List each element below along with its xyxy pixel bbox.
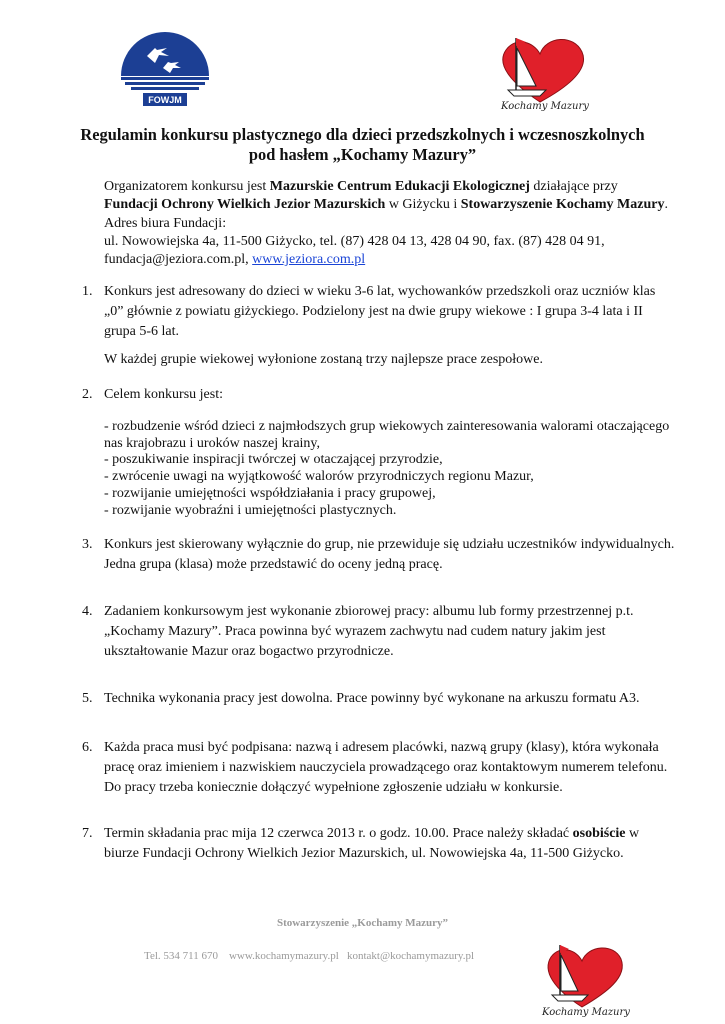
list-item: - rozbudzenie wśród dzieci z najmłodszych grup wiekowych zainteresowania walorami otaczającego [104,419,670,434]
foundation-website-link[interactable]: www.jeziora.com.pl [252,252,366,268]
footer-logo-text: Kochamy Mazury [542,1007,630,1018]
fowjm-logo [117,26,213,108]
intro-address: ul. Nowowiejska 4a, 11-500 Giżycko, tel. (87) 428 04 13, 428 04 90, fax. (87) 428 04 91, [104,233,605,249]
item-line: Każda praca musi być podpisana: nazwą i adresem placówki, nazwą grupy (klasy), która wykonała [104,740,659,755]
list-item: - rozwijanie umiejętności współdziałania i pracy grupowej, [104,485,436,501]
item-line: „0” głównie z powiatu giżyckiego. Podzielony jest na dwie grupy wiekowe : I grupa 3-4 lata i II [104,304,643,319]
item-4-text [104,602,704,662]
item-line: ukształtowanie Mazur oraz bogactwo przyrodnicze. [104,644,394,659]
footer-contact: Tel. 534 711 670 www.kochamymazury.pl kontakt@kochamymazury.pl [144,950,475,962]
list-item: - poszukiwanie inspiracji twórczej w otaczającej przyrodzie, [104,452,443,468]
item-line [104,824,704,844]
intro-address-label: Adres biura Fundacji: [104,215,227,231]
list-item: - zwrócenie uwagi na wyjątkowość walorów przyrodniczych regionu Mazur, [104,469,534,485]
document-title [40,125,685,165]
item-number: 6. [82,740,93,755]
title-line-2: pod hasłem „Kochamy Mazury” [248,145,477,164]
list-item: nas krajobrazu i uroków naszej krainy, [104,435,321,451]
item-1-extra: W każdej grupie wiekowej wyłonione zostaną trzy najlepsze prace zespołowe. [104,352,544,367]
item-line: Konkurs jest adresowany do dzieci w wieku 3-6 lat, wychowanków przedszkoli oraz uczniów klas [104,284,656,299]
item-number: 1. [82,284,93,299]
intro-text: Organizatorem konkursu jest [104,179,270,194]
title-line-1: Regulamin konkursu plastycznego dla dzieci przedszkolnych i wczesnoszkolnych [80,125,645,144]
item-line: pracę oraz imieniem i nazwiskiem nauczyciela prowadzącego oraz kontaktowym numerem telefonu. [104,760,668,775]
organizer-name: Mazurskie Centrum Edukacji Ekologicznej [269,179,530,194]
item-line: Zadaniem konkursowym jest wykonanie zbiorowej pracy: albumu lub formy przestrzennej p.t. [104,604,634,619]
kochamy-mazury-logo-text: Kochamy Mazury [501,101,589,112]
footer-organization: Stowarzyszenie „Kochamy Mazury” [276,917,449,929]
item-line: Do pracy trzeba koniecznie dołączyć wypełnione zgłoszenie udziału w konkursie. [104,780,563,795]
intro-text: działające przy [529,179,618,194]
item-number: 2. [82,387,93,402]
item-2-heading: Celem konkursu jest: [104,387,223,402]
item-1-text [104,282,704,342]
item-line: Jedna grupa (klasa) może przedstawić do oceny jedną pracę. [104,557,443,572]
item-line: „Kochamy Mazury”. Praca powinna być wyrazem zachwytu nad cudem natury jakim jest [104,624,606,639]
item-7-text [104,824,704,864]
deadline-text: Termin składania prac mija 12 czerwca 2013 r. o godz. 10.00. Prace należy składać [104,826,573,841]
intro-line-1 [104,178,704,196]
kochamy-mazury-logo [490,28,600,112]
item-2-goals-list [104,419,704,519]
footer-kochamy-mazury-logo [536,935,636,1019]
item-number: 4. [82,604,93,619]
foundation-name: Fundacji Ochrony Wielkich Jezior Mazurskich [104,197,386,213]
intro-contact [104,251,704,269]
item-6-text [104,738,704,798]
deadline-emphasis: osobiście [572,826,626,841]
intro-line-2 [104,196,704,214]
list-item: - rozwijanie wyobraźni i umiejętności plastycznych. [104,502,397,518]
fowjm-logo-text: FOWJM [148,95,182,105]
item-line: Konkurs jest skierowany wyłącznie do grup, nie przewiduje się udziału uczestników indywidualnych. [104,537,675,552]
association-name: Stowarzyszenie Kochamy Mazury [460,197,665,213]
intro-block [104,178,704,269]
item-line: biurze Fundacji Ochrony Wielkich Jezior Mazurskich, ul. Nowowiejska 4a, 11-500 Giżycko. [104,846,624,861]
item-line: grupa 5-6 lat. [104,324,180,339]
item-3-text [104,535,704,575]
item-number: 5. [82,691,93,706]
foundation-email: fundacja@jeziora.com.pl, [104,252,253,268]
item-5-text: Technika wykonania pracy jest dowolna. Prace powinny być wykonane na arkuszu formatu A3. [104,691,640,706]
intro-text: w Giżycku i [385,197,461,213]
item-number: 7. [82,826,93,841]
deadline-text: w [625,826,640,841]
item-number: 3. [82,537,93,552]
intro-text: . [664,197,668,213]
